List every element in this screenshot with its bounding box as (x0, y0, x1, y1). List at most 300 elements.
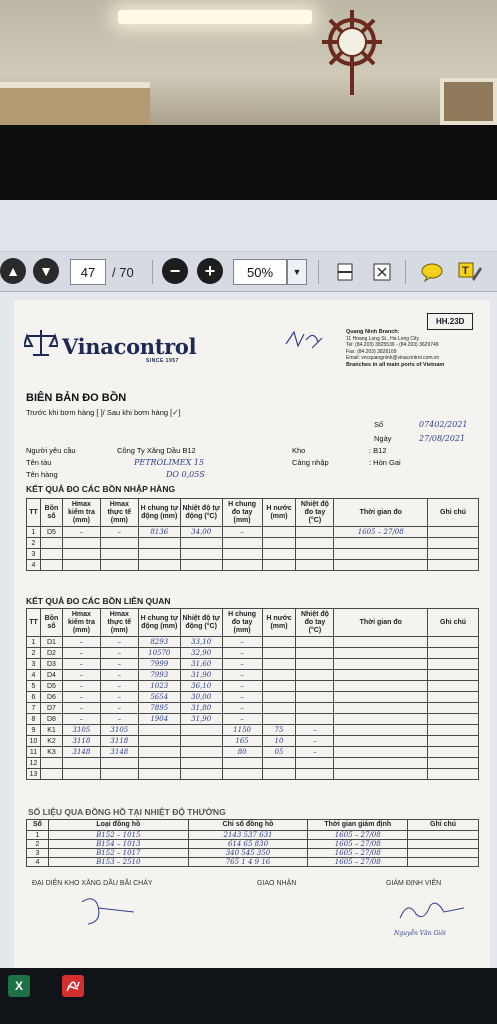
table-cell: 765 1 4 9 16 (188, 858, 308, 867)
table-cell: 3 (27, 549, 41, 560)
branch-email: Email: vncquangninh@vinacontrol.com.vn (346, 355, 440, 361)
table-cell: 3 (27, 659, 41, 670)
table-cell (222, 758, 262, 769)
zoom-dropdown-button[interactable] (287, 259, 307, 285)
table-cell: 80 (222, 747, 262, 758)
table-cell (428, 747, 479, 758)
table-cell: 7999 (138, 659, 180, 670)
table-cell (138, 560, 180, 571)
ceiling-lamp (118, 10, 312, 24)
table-cell (100, 538, 138, 549)
table-cell: D6 (40, 692, 62, 703)
table-cell (296, 681, 334, 692)
table-cell (296, 758, 334, 769)
table-cell (428, 714, 479, 725)
table-cell: 8 (27, 714, 41, 725)
column-header: Nhiệt độ tự động (°C) (180, 609, 222, 637)
table-cell (334, 637, 428, 648)
cargo-value: DO 0,05S (166, 470, 205, 479)
related-tank-row (27, 637, 479, 648)
table-cell (408, 849, 479, 858)
related-tank-row (27, 714, 479, 725)
pdf-taskbar-button[interactable] (62, 975, 84, 997)
related-tank-row (27, 758, 479, 769)
column-header: H chung đo tay (mm) (222, 609, 262, 637)
meter-row (27, 831, 479, 840)
branch-tel: Tel: (84.203) 3825536 - (84.203) 3629749 (346, 342, 439, 348)
column-header: Hmax thực tế (mm) (100, 609, 138, 637)
table-cell (428, 538, 479, 549)
table-cell (138, 538, 180, 549)
column-header: H nước (mm) (262, 499, 296, 527)
table-cell (334, 747, 428, 758)
table-cell (180, 725, 222, 736)
table-cell: – (296, 747, 334, 758)
table-cell (180, 736, 222, 747)
table-cell (40, 769, 62, 780)
requester-label: Người yêu cầu (26, 446, 76, 455)
table-cell (428, 670, 479, 681)
minus-icon: − (169, 260, 181, 281)
table-cell: – (100, 670, 138, 681)
comment-icon (421, 262, 443, 282)
table-cell: – (100, 637, 138, 648)
branch-network: Branches in all main ports of Vietnam (346, 361, 445, 368)
requester-value: Công Ty Xăng Dầu B12 (117, 446, 196, 455)
table-cell (138, 549, 180, 560)
column-header: Hmax kiểm tra (mm) (62, 499, 100, 527)
table-cell: 8293 (138, 637, 180, 648)
table-cell: K3 (40, 747, 62, 758)
table-cell: – (100, 648, 138, 659)
table-cell (334, 736, 428, 747)
table-cell (296, 670, 334, 681)
table-cell: 31,90 (180, 670, 222, 681)
table-cell (100, 758, 138, 769)
column-header: H chung đo tay (mm) (222, 499, 262, 527)
column-header: Bồn số (40, 499, 62, 527)
table-cell: – (222, 670, 262, 681)
table-cell (40, 538, 62, 549)
column-header: Nhiệt độ đo tay (°C) (296, 499, 334, 527)
table-cell: – (222, 527, 262, 538)
table-cell: 34,00 (180, 527, 222, 538)
table-cell: 10 (27, 736, 41, 747)
table-cell (100, 769, 138, 780)
table-cell (428, 560, 479, 571)
table-cell (222, 560, 262, 571)
table-cell: 11 (27, 747, 41, 758)
excel-taskbar-button[interactable] (8, 975, 30, 997)
table-cell (428, 692, 479, 703)
table-cell (296, 549, 334, 560)
room-background (0, 0, 497, 125)
table-cell: 1605 – 27/08 (308, 831, 408, 840)
table-cell (138, 736, 180, 747)
table-cell (428, 527, 479, 538)
column-header: Nhiệt độ tự động (°C) (180, 499, 222, 527)
column-header: Ghi chú (428, 609, 479, 637)
column-header: Ghi chú (428, 499, 479, 527)
table-cell: 3105 (62, 725, 100, 736)
table-cell: 2 (27, 648, 41, 659)
branch-address: 11 Hoang Long St., Ha Long City (346, 335, 420, 342)
company-logo-since: SINCE 1957 (146, 358, 179, 364)
table-cell (180, 549, 222, 560)
table-cell (62, 769, 100, 780)
table-cell: 31,60 (180, 659, 222, 670)
kho-value: : B12 (369, 446, 387, 455)
table-cell: D5 (40, 681, 62, 692)
table-cell (428, 703, 479, 714)
table-cell (428, 769, 479, 780)
table-cell (262, 637, 296, 648)
related-tank-row (27, 692, 479, 703)
table-cell (100, 560, 138, 571)
toolbar-divider (152, 260, 153, 284)
table-cell (334, 758, 428, 769)
table-cell: 2 (27, 538, 41, 549)
table-cell (296, 527, 334, 538)
table-cell: 30,00 (180, 692, 222, 703)
highlighter-icon (458, 261, 482, 283)
table-cell: 05 (262, 747, 296, 758)
fit-page-button[interactable] (370, 260, 394, 284)
column-header: Số (27, 820, 49, 831)
table-cell: B153 – 2510 (48, 858, 188, 867)
branch-name: Quang Ninh Branch: (346, 329, 400, 335)
table-cell (334, 538, 428, 549)
plus-icon: + (204, 260, 216, 281)
table-cell (262, 703, 296, 714)
table-cell: D5 (40, 527, 62, 538)
table-cell (138, 769, 180, 780)
table-cell: – (100, 714, 138, 725)
table-cell: 36,10 (180, 681, 222, 692)
table-cell: 4 (27, 560, 41, 571)
table-cell (222, 769, 262, 780)
table-cell: – (62, 648, 100, 659)
table-cell (262, 527, 296, 538)
toolbar-divider (318, 260, 319, 284)
table-cell (262, 692, 296, 703)
related-tank-row (27, 659, 479, 670)
document-subtitle: Trước khi bơm hàng [ ]/ Sau khi bơm hàng [✓] (26, 408, 181, 417)
table-cell (408, 840, 479, 849)
table-cell (334, 769, 428, 780)
table-cell (40, 758, 62, 769)
meter-readings-table (26, 819, 479, 867)
table-cell (180, 560, 222, 571)
column-header: H chung tự động (mm) (138, 499, 180, 527)
table-cell: – (62, 681, 100, 692)
table-cell (62, 549, 100, 560)
table-cell: 4 (27, 670, 41, 681)
table-cell (334, 725, 428, 736)
import-tank-row (27, 527, 479, 538)
previous-page-button[interactable] (0, 258, 26, 284)
table-cell: K1 (40, 725, 62, 736)
meter-row (27, 840, 479, 849)
table-cell: D1 (40, 637, 62, 648)
table-cell: 13 (27, 769, 41, 780)
table-cell: B154 – 1013 (48, 840, 188, 849)
table-cell: – (222, 648, 262, 659)
branch-fax: Fax: (84.203) 3826169 (346, 348, 397, 355)
next-page-button[interactable] (33, 258, 59, 284)
table-cell (296, 714, 334, 725)
table-cell (262, 758, 296, 769)
document-page (14, 300, 490, 968)
table-cell: 6 (27, 692, 41, 703)
zoom-in-button[interactable] (197, 258, 223, 284)
table-cell: 10570 (138, 648, 180, 659)
table-cell: 4 (27, 858, 49, 867)
table-cell: 32,90 (180, 648, 222, 659)
table-cell: 33,10 (180, 637, 222, 648)
related-tank-row (27, 736, 479, 747)
section-meter-readings: SỐ LIỆU QUA ĐỒNG HỒ TẠI NHIỆT ĐỘ THƯỜNG (28, 807, 226, 817)
table-cell (180, 769, 222, 780)
column-header: Chỉ số đồng hồ (188, 820, 308, 831)
table-cell: – (62, 670, 100, 681)
sign-label-inspector: GIÁM ĐỊNH VIÊN (386, 880, 442, 887)
meter-row (27, 849, 479, 858)
sign-label-warehouse: ĐẠI DIỆN KHO XĂNG DẦU BÃI CHÁY (32, 880, 153, 887)
window-right (440, 78, 497, 125)
table-cell: 5654 (138, 692, 180, 703)
table-cell: 1 (27, 637, 41, 648)
table-cell (428, 648, 479, 659)
related-tank-row (27, 725, 479, 736)
table-cell (428, 681, 479, 692)
table-cell: D2 (40, 648, 62, 659)
column-header: TT (27, 609, 41, 637)
so-value: 07402/2021 (419, 420, 468, 429)
warehouse-signature (74, 892, 154, 932)
ship-value: PETROLIMEX 15 (134, 458, 205, 467)
table-cell: 1 (27, 831, 49, 840)
kho-label: Kho (292, 446, 306, 455)
column-header: Thời gian đo (334, 609, 428, 637)
vinacontrol-logo-icon (24, 328, 58, 358)
table-cell (296, 637, 334, 648)
table-cell: – (100, 703, 138, 714)
table-cell: 2143 537 631 (188, 831, 308, 840)
highlight-text-button[interactable] (458, 260, 482, 284)
table-cell: 75 (262, 725, 296, 736)
inspector-signature (394, 896, 474, 926)
fit-width-button[interactable] (333, 260, 357, 284)
table-cell (428, 637, 479, 648)
table-cell (262, 681, 296, 692)
column-header: H chung tự động (mm) (138, 609, 180, 637)
table-cell: 3118 (62, 736, 100, 747)
table-cell: 1 (27, 527, 41, 538)
table-cell: D4 (40, 670, 62, 681)
table-cell: – (222, 703, 262, 714)
table-cell (428, 549, 479, 560)
table-cell: – (222, 659, 262, 670)
table-cell (296, 703, 334, 714)
table-cell (334, 681, 428, 692)
table-cell: 7993 (138, 670, 180, 681)
pdf-viewer (0, 200, 497, 968)
table-cell: – (62, 659, 100, 670)
table-cell: K2 (40, 736, 62, 747)
column-header: Loại đồng hồ (48, 820, 188, 831)
table-cell: – (100, 681, 138, 692)
related-tank-row (27, 681, 479, 692)
fit-page-icon (372, 262, 392, 282)
import-tank-row (27, 560, 479, 571)
column-header: TT (27, 499, 41, 527)
import-tank-row (27, 538, 479, 549)
section-related-tanks: KẾT QUẢ ĐO CÁC BỒN LIÊN QUAN (26, 596, 171, 606)
ngay-label: Ngày (374, 434, 392, 443)
table-cell (428, 725, 479, 736)
branch-info (346, 329, 444, 368)
table-cell (222, 549, 262, 560)
column-header: Thời gian đo (334, 499, 428, 527)
table-cell: 3105 (100, 725, 138, 736)
table-cell: – (296, 725, 334, 736)
table-cell (40, 560, 62, 571)
table-cell: 340 545 350 (188, 849, 308, 858)
table-cell: 1605 – 27/08 (308, 840, 408, 849)
cargo-label: Tên hàng (26, 470, 58, 479)
table-cell (262, 648, 296, 659)
table-cell (296, 538, 334, 549)
import-tank-row (27, 549, 479, 560)
page-number-input[interactable]: 47 (70, 259, 106, 285)
table-cell: – (100, 659, 138, 670)
table-cell: – (62, 692, 100, 703)
ship-label: Tên tàu (26, 458, 52, 467)
section-import-tanks: KẾT QUẢ ĐO CÁC BỒN NHẬP HÀNG (26, 484, 176, 494)
table-cell (296, 560, 334, 571)
taskbar (0, 968, 497, 1024)
ngay-value: 27/08/2021 (419, 434, 466, 443)
monitor-bezel (0, 125, 497, 200)
page-total: / 70 (112, 265, 134, 280)
table-cell: – (62, 527, 100, 538)
related-tank-row (27, 648, 479, 659)
zoom-level-input[interactable]: 50% (233, 259, 287, 285)
table-cell: – (62, 703, 100, 714)
table-cell: 165 (222, 736, 262, 747)
table-cell: B152 – 1015 (48, 831, 188, 840)
table-cell: 1023 (138, 681, 180, 692)
table-cell: – (222, 681, 262, 692)
handwritten-mark (284, 328, 326, 352)
table-cell (334, 648, 428, 659)
port-value: : Hòn Gai (369, 458, 401, 467)
table-cell: 10 (262, 736, 296, 747)
table-cell: 1605 – 27/08 (308, 849, 408, 858)
table-cell (428, 659, 479, 670)
excel-icon: X (14, 979, 23, 993)
meter-row (27, 858, 479, 867)
table-cell (334, 703, 428, 714)
port-label: Cảng nhập (292, 458, 329, 467)
table-cell (428, 736, 479, 747)
table-cell: 7 (27, 703, 41, 714)
zoom-out-button[interactable] (162, 258, 188, 284)
toolbar-divider (405, 260, 406, 284)
ship-wheel-clock (318, 0, 386, 100)
table-cell: D7 (40, 703, 62, 714)
arrow-up-icon: ▲ (6, 263, 20, 279)
table-cell: – (100, 692, 138, 703)
table-cell (40, 549, 62, 560)
so-label: Số (374, 420, 384, 429)
column-header: H nước (mm) (262, 609, 296, 637)
related-tanks-table (26, 608, 479, 780)
window-left (0, 82, 150, 125)
table-cell: – (62, 714, 100, 725)
table-cell: 3148 (62, 747, 100, 758)
table-cell: 9 (27, 725, 41, 736)
table-cell: – (222, 714, 262, 725)
table-cell: – (62, 637, 100, 648)
import-tanks-table (26, 498, 479, 571)
table-cell: – (100, 527, 138, 538)
table-cell (138, 747, 180, 758)
table-cell (296, 769, 334, 780)
table-cell (222, 538, 262, 549)
table-cell (262, 714, 296, 725)
related-tank-row (27, 747, 479, 758)
table-cell (62, 758, 100, 769)
table-cell: 12 (27, 758, 41, 769)
arrow-down-icon: ▼ (39, 263, 53, 279)
table-cell: – (222, 692, 262, 703)
svg-text:T: T (462, 265, 469, 277)
table-cell (62, 560, 100, 571)
table-cell: 5 (27, 681, 41, 692)
table-cell (334, 670, 428, 681)
fit-width-icon (335, 262, 355, 282)
table-cell (138, 758, 180, 769)
table-cell (334, 714, 428, 725)
column-header: Hmax thực tế (mm) (100, 499, 138, 527)
table-cell (262, 670, 296, 681)
table-cell: 614 65 830 (188, 840, 308, 849)
table-cell (262, 538, 296, 549)
comment-button[interactable] (420, 260, 444, 284)
table-cell (428, 758, 479, 769)
table-cell: 31,90 (180, 714, 222, 725)
table-cell (262, 560, 296, 571)
table-cell: 1904 (138, 714, 180, 725)
table-cell: 3 (27, 849, 49, 858)
table-cell: 3148 (100, 747, 138, 758)
column-header: Ghi chú (408, 820, 479, 831)
table-cell (180, 758, 222, 769)
viewer-header (0, 200, 497, 252)
table-cell: B152 – 1017 (48, 849, 188, 858)
table-cell (334, 659, 428, 670)
column-header: Thời gian giám định (308, 820, 408, 831)
table-cell: 1150 (222, 725, 262, 736)
table-cell: 1605 – 27/08 (308, 858, 408, 867)
document-code: HH.23D (427, 313, 473, 330)
table-cell (296, 692, 334, 703)
sign-label-delivery: GIAO NHẬN (257, 880, 297, 887)
column-header: Nhiệt độ đo tay (°C) (296, 609, 334, 637)
table-cell (334, 549, 428, 560)
